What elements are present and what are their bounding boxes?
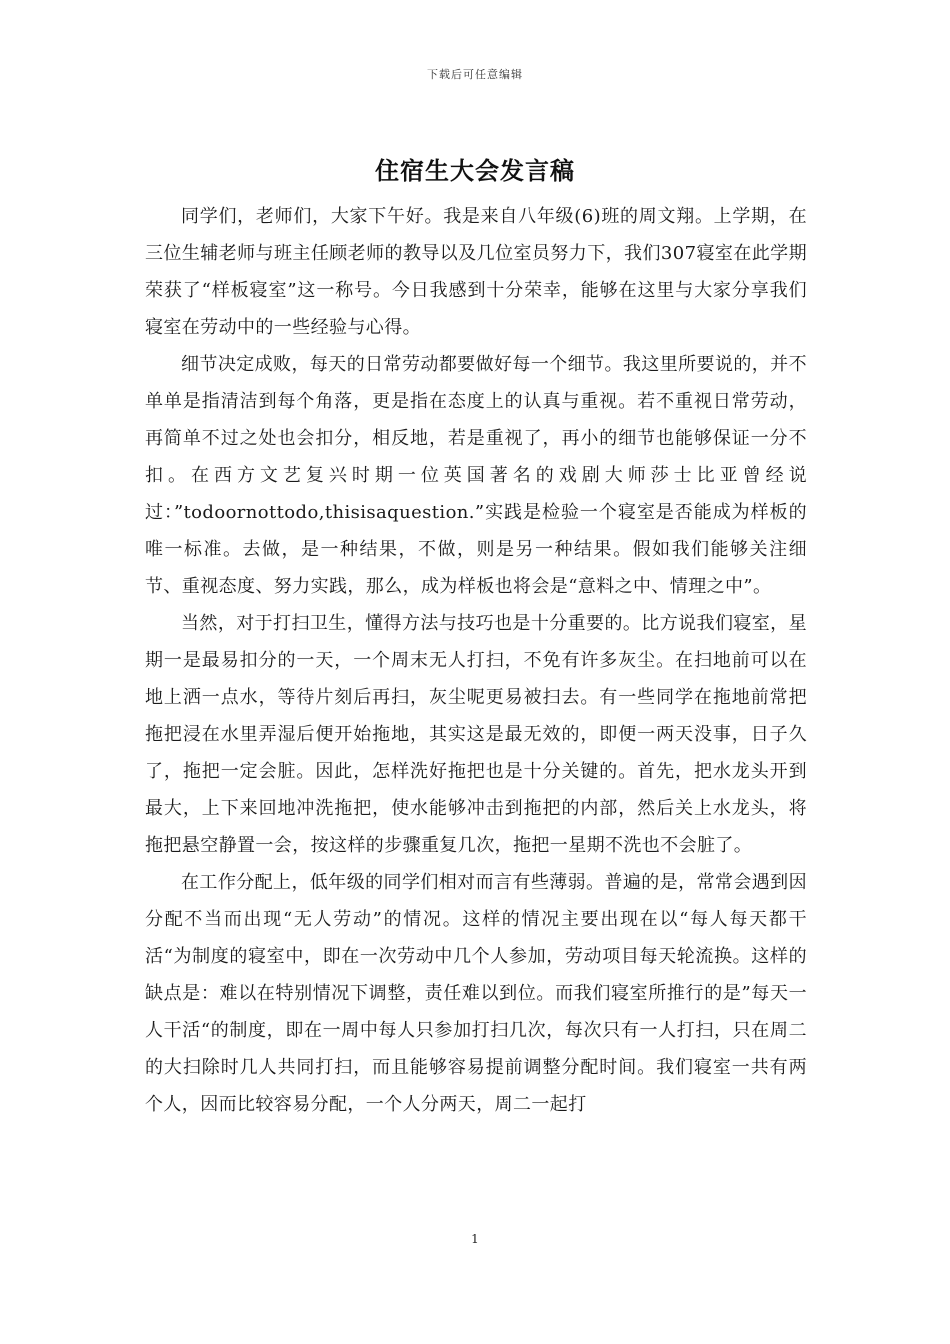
paragraph-1: 同学们，老师们，大家下午好。我是来自八年级(6)班的周文翔。上学期，在三位生辅老师与班主任顾老师的教导以及几位室员努力下，我们307寝室在此学期荣获了“样板寝室”这一称号。今日我感到十分荣幸，能够在这里与大家分享我们寝室在劳动中的一些经验与心得。 [145,206,807,338]
page-number: 1 [471,1232,479,1246]
header-note: 下载后可任意编辑 [427,68,523,81]
document-title: 住宿生大会发言稿 [375,156,575,185]
paragraph-2: 细节决定成败，每天的日常劳动都要做好每一个细节。我这里所要说的，并不单单是指清洁到每个角落，更是指在态度上的认真与重视。若不重视日常劳动，再简单不过之处也会扣分，相反地，若是重视了，再小的细节也能够保证一分不扣。在西方文艺复兴时期一位英国著名的戏剧大师莎士比亚曾经说过：”todoornottodo,thisisaquestion.”实践是检验一个寝室是否能成为样板的唯一标准。去做，是一种结果，不做，则是另一种结果。假如我们能够关注细节、重视态度、努力实践，那么，成为样板也将会是“意料之中、情理之中”。 [145,354,807,597]
paragraph-3: 当然，对于打扫卫生，懂得方法与技巧也是十分重要的。比方说我们寝室，星期一是最易扣分的一天，一个周末无人打扫，不免有许多灰尘。在扫地前可以在地上洒一点水，等待片刻后再扫，灰尘呢更易被扫去。有一些同学在拖地前常把拖把浸在水里弄湿后便开始拖地，其实这是最无效的，即便一两天没事，日子久了，拖把一定会脏。因此，怎样洗好拖把也是十分关键的。首先，把水龙头开到最大，上下来回地冲洗拖把，使水能够冲击到拖把的内部，然后关上水龙头，将拖把悬空静置一会，按这样的步骤重复几次，拖把一星期不洗也不会脏了。 [145,613,807,856]
paragraph-4: 在工作分配上，低年级的同学们相对而言有些薄弱。普遍的是，常常会遇到因分配不当而出现“无人劳动”的情况。这样的情况主要出现在以“每人每天都干活“为制度的寝室中，即在一次劳动中几个人参加，劳动项目每天轮流换。这样的缺点是：难以在特别情况下调整，责任难以到位。而我们寝室所推行的是”每天一人干活“的制度，即在一周中每人只参加打扫几次，每次只有一人打扫，只在周二的大扫除时几人共同打扫，而且能够容易提前调整分配时间。我们寝室一共有两个人，因而比较容易分配，一个人分两天，周二一起打 [145,872,807,1115]
document-body [145,198,807,1123]
